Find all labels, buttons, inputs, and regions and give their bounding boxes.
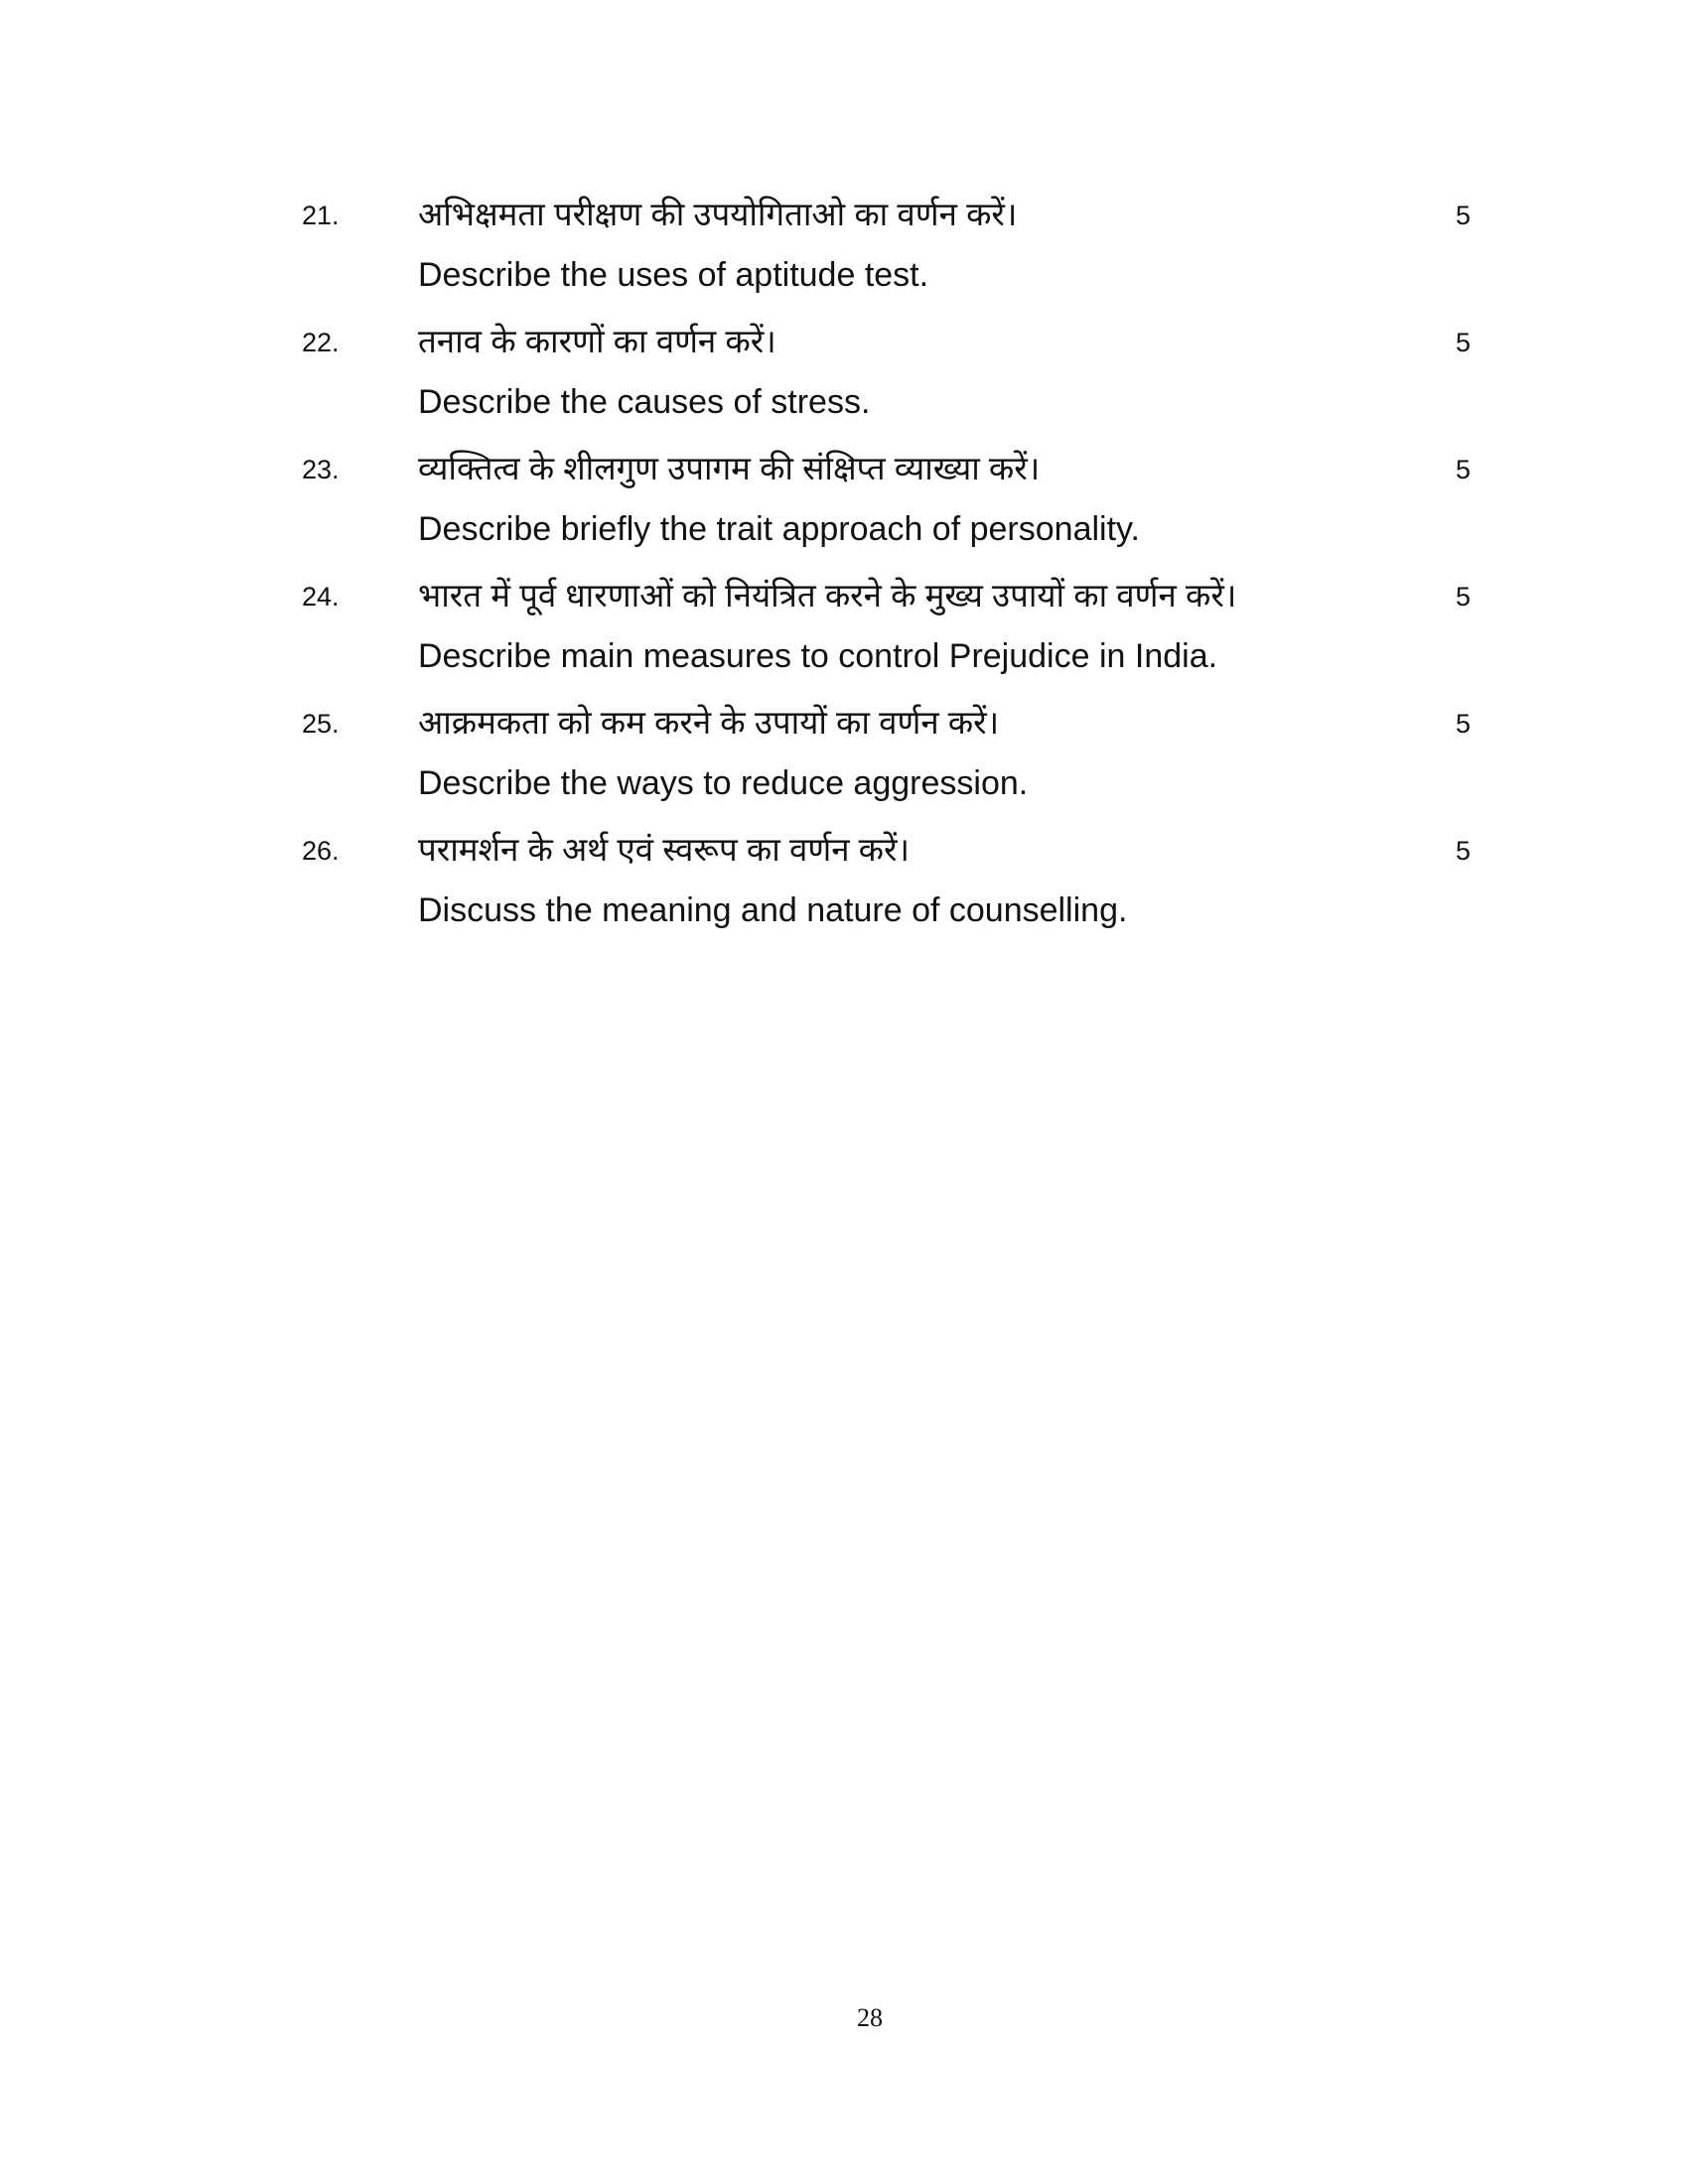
question-text-english: Describe briefly the trait approach of personality. — [418, 510, 1140, 548]
question-english-row — [0, 631, 1688, 695]
question-text-english: Describe the causes of stress. — [418, 383, 871, 421]
question-text-english: Describe main measures to control Prejudice in India. — [418, 637, 1218, 675]
question-english-row — [0, 886, 1688, 949]
question-number: 25. — [302, 709, 340, 739]
question-hindi-row — [0, 187, 1688, 250]
question-marks: 5 — [1456, 836, 1472, 866]
question-text-english: Discuss the meaning and nature of counselling. — [418, 891, 1128, 929]
question-text-hindi: आक्रमकता को कम करने के उपायों का वर्णन करें। — [418, 704, 1000, 741]
question-hindi-row — [0, 314, 1688, 377]
question-text-hindi: अभिक्षमता परीक्षण की उपयोगिताओ का वर्णन करें। — [418, 196, 1018, 232]
question-english-row — [0, 504, 1688, 568]
question-text-hindi: तनाव के कारणों का वर्णन करें। — [418, 323, 776, 359]
question-english-row — [0, 758, 1688, 822]
question-marks: 5 — [1456, 328, 1472, 357]
question-number: 24. — [302, 582, 340, 612]
question-text-hindi: परामर्शन के अर्थ एवं स्वरूप का वर्णन करें। — [418, 831, 911, 868]
question-hindi-row — [0, 822, 1688, 886]
question-marks: 5 — [1456, 709, 1472, 739]
question-number: 21. — [302, 201, 340, 230]
question-marks: 5 — [1456, 455, 1472, 484]
page-number: 28 — [857, 2003, 883, 2032]
question-text-hindi: भारत में पूर्व धारणाओं को नियंत्रित करने के मुख्य उपायों का वर्णन करें। — [418, 577, 1237, 614]
question-hindi-row — [0, 568, 1688, 631]
question-text-english: Describe the ways to reduce aggression. — [418, 764, 1029, 802]
question-english-row — [0, 377, 1688, 441]
question-marks: 5 — [1456, 582, 1472, 612]
question-number: 22. — [302, 328, 340, 357]
question-number: 26. — [302, 836, 340, 866]
question-marks: 5 — [1456, 201, 1472, 230]
question-english-row — [0, 250, 1688, 314]
question-hindi-row — [0, 441, 1688, 504]
question-text-hindi: व्यक्तित्व के शीलगुण उपागम की संक्षिप्त व्याख्या करें। — [418, 450, 1041, 486]
question-text-english: Describe the uses of aptitude test. — [418, 256, 929, 294]
question-number: 23. — [302, 455, 340, 484]
question-hindi-row — [0, 695, 1688, 758]
